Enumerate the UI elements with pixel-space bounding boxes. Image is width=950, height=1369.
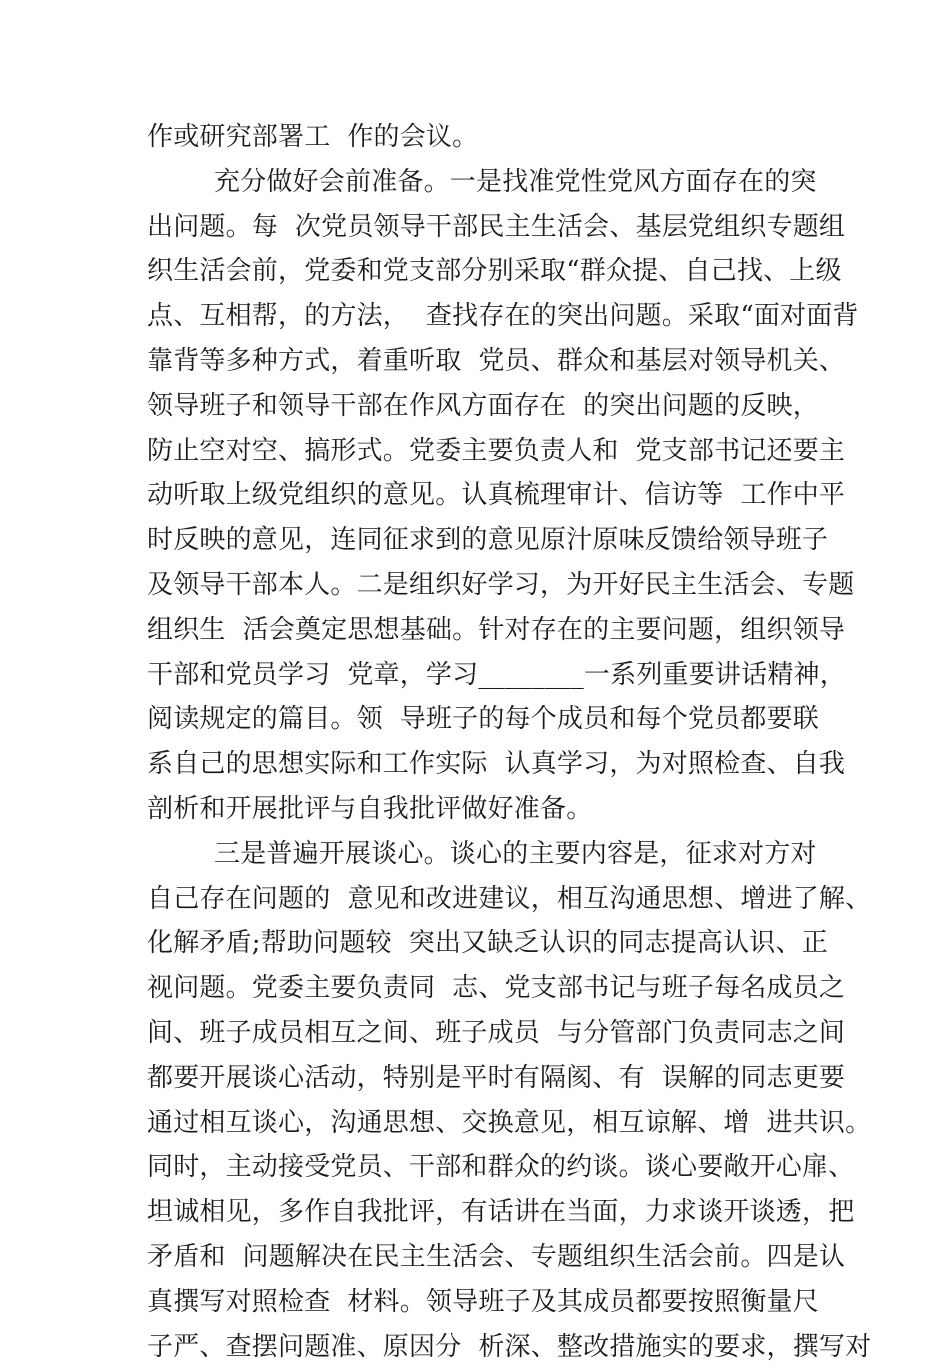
text-line: 矛盾和 问题解决在民主生活会、专题组织生活会前。四是认 (147, 1241, 846, 1272)
text-line: 领导班子和领导干部在作风方面存在 的突出问题的反映， (147, 390, 819, 421)
text-line: 作或研究部署工 作的会议。 (147, 122, 479, 152)
text-line: 充分做好会前准备。一是找准党性党风方面存在的突 (214, 166, 817, 197)
text-line: 出问题。每 次党员领导干部民主生活会、基层党组织专题组 (147, 211, 846, 242)
text-line: 织生活会前，党委和党支部分别采取“群众提、自己找、上级 (147, 256, 842, 287)
text-line: 及领导干部本人。二是组织好学习，为开好民主生活会、专题 (147, 569, 855, 600)
text-line: 防止空对空、搞形式。党委主要负责人和 党支部书记还要主 (147, 435, 846, 466)
text-line: 时反映的意见，连同征求到的意见原汁原味反馈给领导班子 (147, 525, 829, 556)
text-line: 坦诚相见，多作自我批评，有话讲在当面，力求谈开谈透，把 (147, 1197, 855, 1228)
text-line: 子严、查摆问题准、原因分 析深、整改措施实的要求，撰写对 (147, 1331, 872, 1362)
text-line: 自己存在问题的 意见和改进建议，相互沟通思想、增进了解、 (147, 883, 872, 914)
text-line: 动听取上级党组织的意见。认真梳理审计、信访等 工作中平 (147, 480, 846, 511)
text-line: 同时，主动接受党员、干部和群众的约谈。谈心要敞开心扉、 (147, 1152, 855, 1183)
text-line: 视问题。党委主要负责同 志、党支部书记与班子每名成员之 (147, 973, 846, 1004)
text-line: 三是普遍开展谈心。谈心的主要内容是，征求对方对 (214, 838, 817, 869)
text-line: 剖析和开展批评与自我批评做好准备。 (147, 793, 593, 824)
text-line: 点、互相帮，的方法， 查找存在的突出问题。采取“面对面背 (147, 301, 859, 332)
text-line: 阅读规定的篇目。领 导班子的每个成员和每个党员都要联 (147, 704, 819, 735)
text-line: 系自己的思想实际和工作实际 认真学习，为对照检查、自我 (147, 749, 846, 780)
body-text (147, 115, 872, 1369)
text-line: 通过相互谈心，沟通思想、交换意见，相互谅解、增 进共识。 (147, 1107, 872, 1138)
text-line: 真撰写对照检查 材料。领导班子及其成员都要按照衡量尺 (147, 1286, 819, 1317)
text-line: 干部和党员学习 党章，学习________一系列重要讲话精神， (147, 659, 846, 690)
text-line: 组织生 活会奠定思想基础。针对存在的主要问题，组织领导 (147, 614, 846, 645)
text-line: 间、班子成员相互之间、班子成员 与分管部门负责同志之间 (147, 1017, 846, 1048)
text-line: 靠背等多种方式，着重听取 党员、群众和基层对领导机关、 (147, 345, 846, 376)
text-line: 都要开展谈心活动，特别是平时有隔阂、有 误解的同志更要 (147, 1062, 846, 1093)
text-line: 化解矛盾;帮助问题较 突出又缺乏认识的同志提高认识、正 (147, 928, 828, 959)
